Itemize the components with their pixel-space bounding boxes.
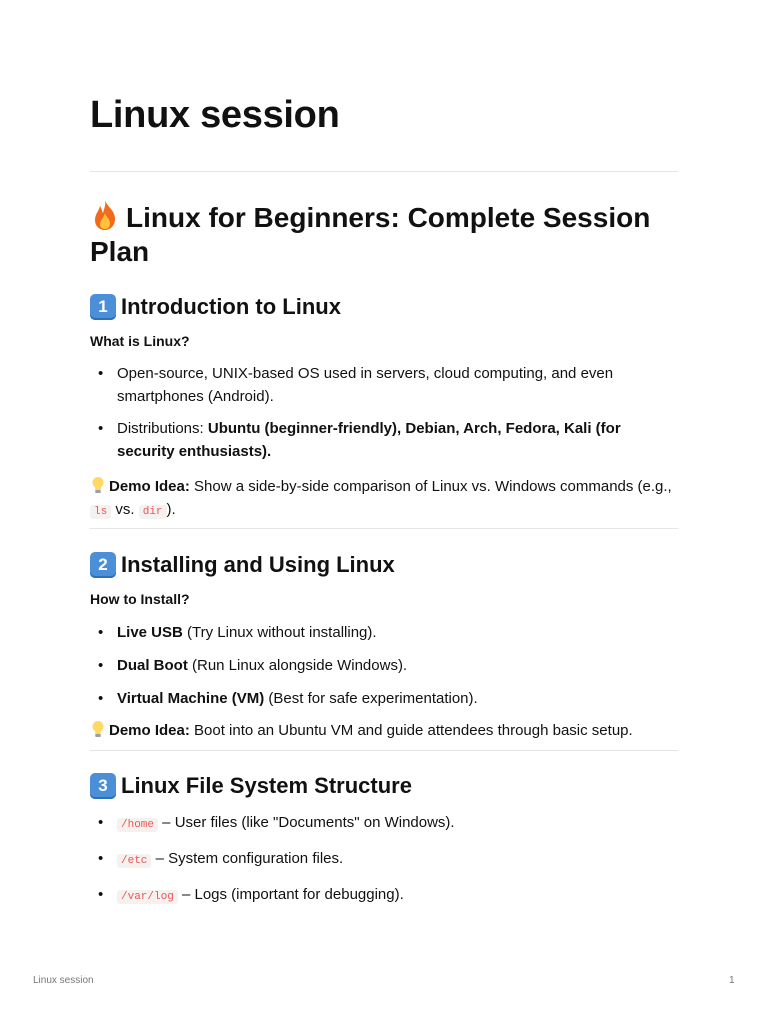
light-bulb-icon [90,476,106,494]
section-1-heading [90,293,341,321]
list-item: • /etc – System configuration files. [90,847,678,873]
inline-code: ls [90,505,111,519]
keycap-number-icon: 3 [90,773,116,799]
light-bulb-icon [90,720,106,738]
title-divider [90,171,678,172]
list-item: • Virtual Machine (VM) (Best for safe experimentation). [90,687,678,710]
section-3-title: Linux File System Structure [121,773,412,798]
keycap-number-icon: 1 [90,294,116,320]
page-number: 1 [729,975,735,986]
section-divider [90,528,678,529]
section-3-heading [90,772,412,800]
list-item: • Live USB (Try Linux without installing). [90,621,678,644]
section-2-heading [90,551,395,579]
inline-code: /etc [117,854,151,868]
section-1-demo-idea: Demo Idea: Show a side-by-side comparison of Linux vs. Windows commands (e.g., ls vs. dir ). [90,475,678,524]
section-2-demo-idea: Demo Idea: Boot into an Ubuntu VM and guide attendees through basic setup. [90,719,678,742]
section-2-title: Installing and Using Linux [121,552,395,577]
section-2-subtitle: How to Install? [90,591,190,607]
list-item: • Distributions: Ubuntu (beginner-friendly), Debian, Arch, Fedora, Kali (for security enthusiasts). [90,417,678,463]
section-1-subtitle: What is Linux? [90,333,190,349]
section-1-list [90,362,678,463]
inline-code: dir [139,505,167,519]
section-divider [90,750,678,751]
keycap-number-icon: 2 [90,552,116,578]
main-heading-text: Linux for Beginners: Complete Session Plan [90,202,651,267]
list-item: • Dual Boot (Run Linux alongside Windows). [90,654,678,677]
section-3-list [90,811,678,909]
page-title: Linux session [90,94,340,136]
footer-title: Linux session [33,975,94,986]
inline-code: /var/log [117,890,178,904]
list-item: • Open-source, UNIX-based OS used in servers, cloud computing, and even smartphones (Android). [90,362,678,408]
fire-icon [90,199,120,231]
inline-code: /home [117,818,158,832]
main-heading [90,199,678,269]
section-2-list [90,621,678,710]
list-item: • /home – User files (like "Documents" on Windows). [90,811,678,837]
section-1-title: Introduction to Linux [121,294,341,319]
list-item: • /var/log – Logs (important for debugging). [90,883,678,909]
